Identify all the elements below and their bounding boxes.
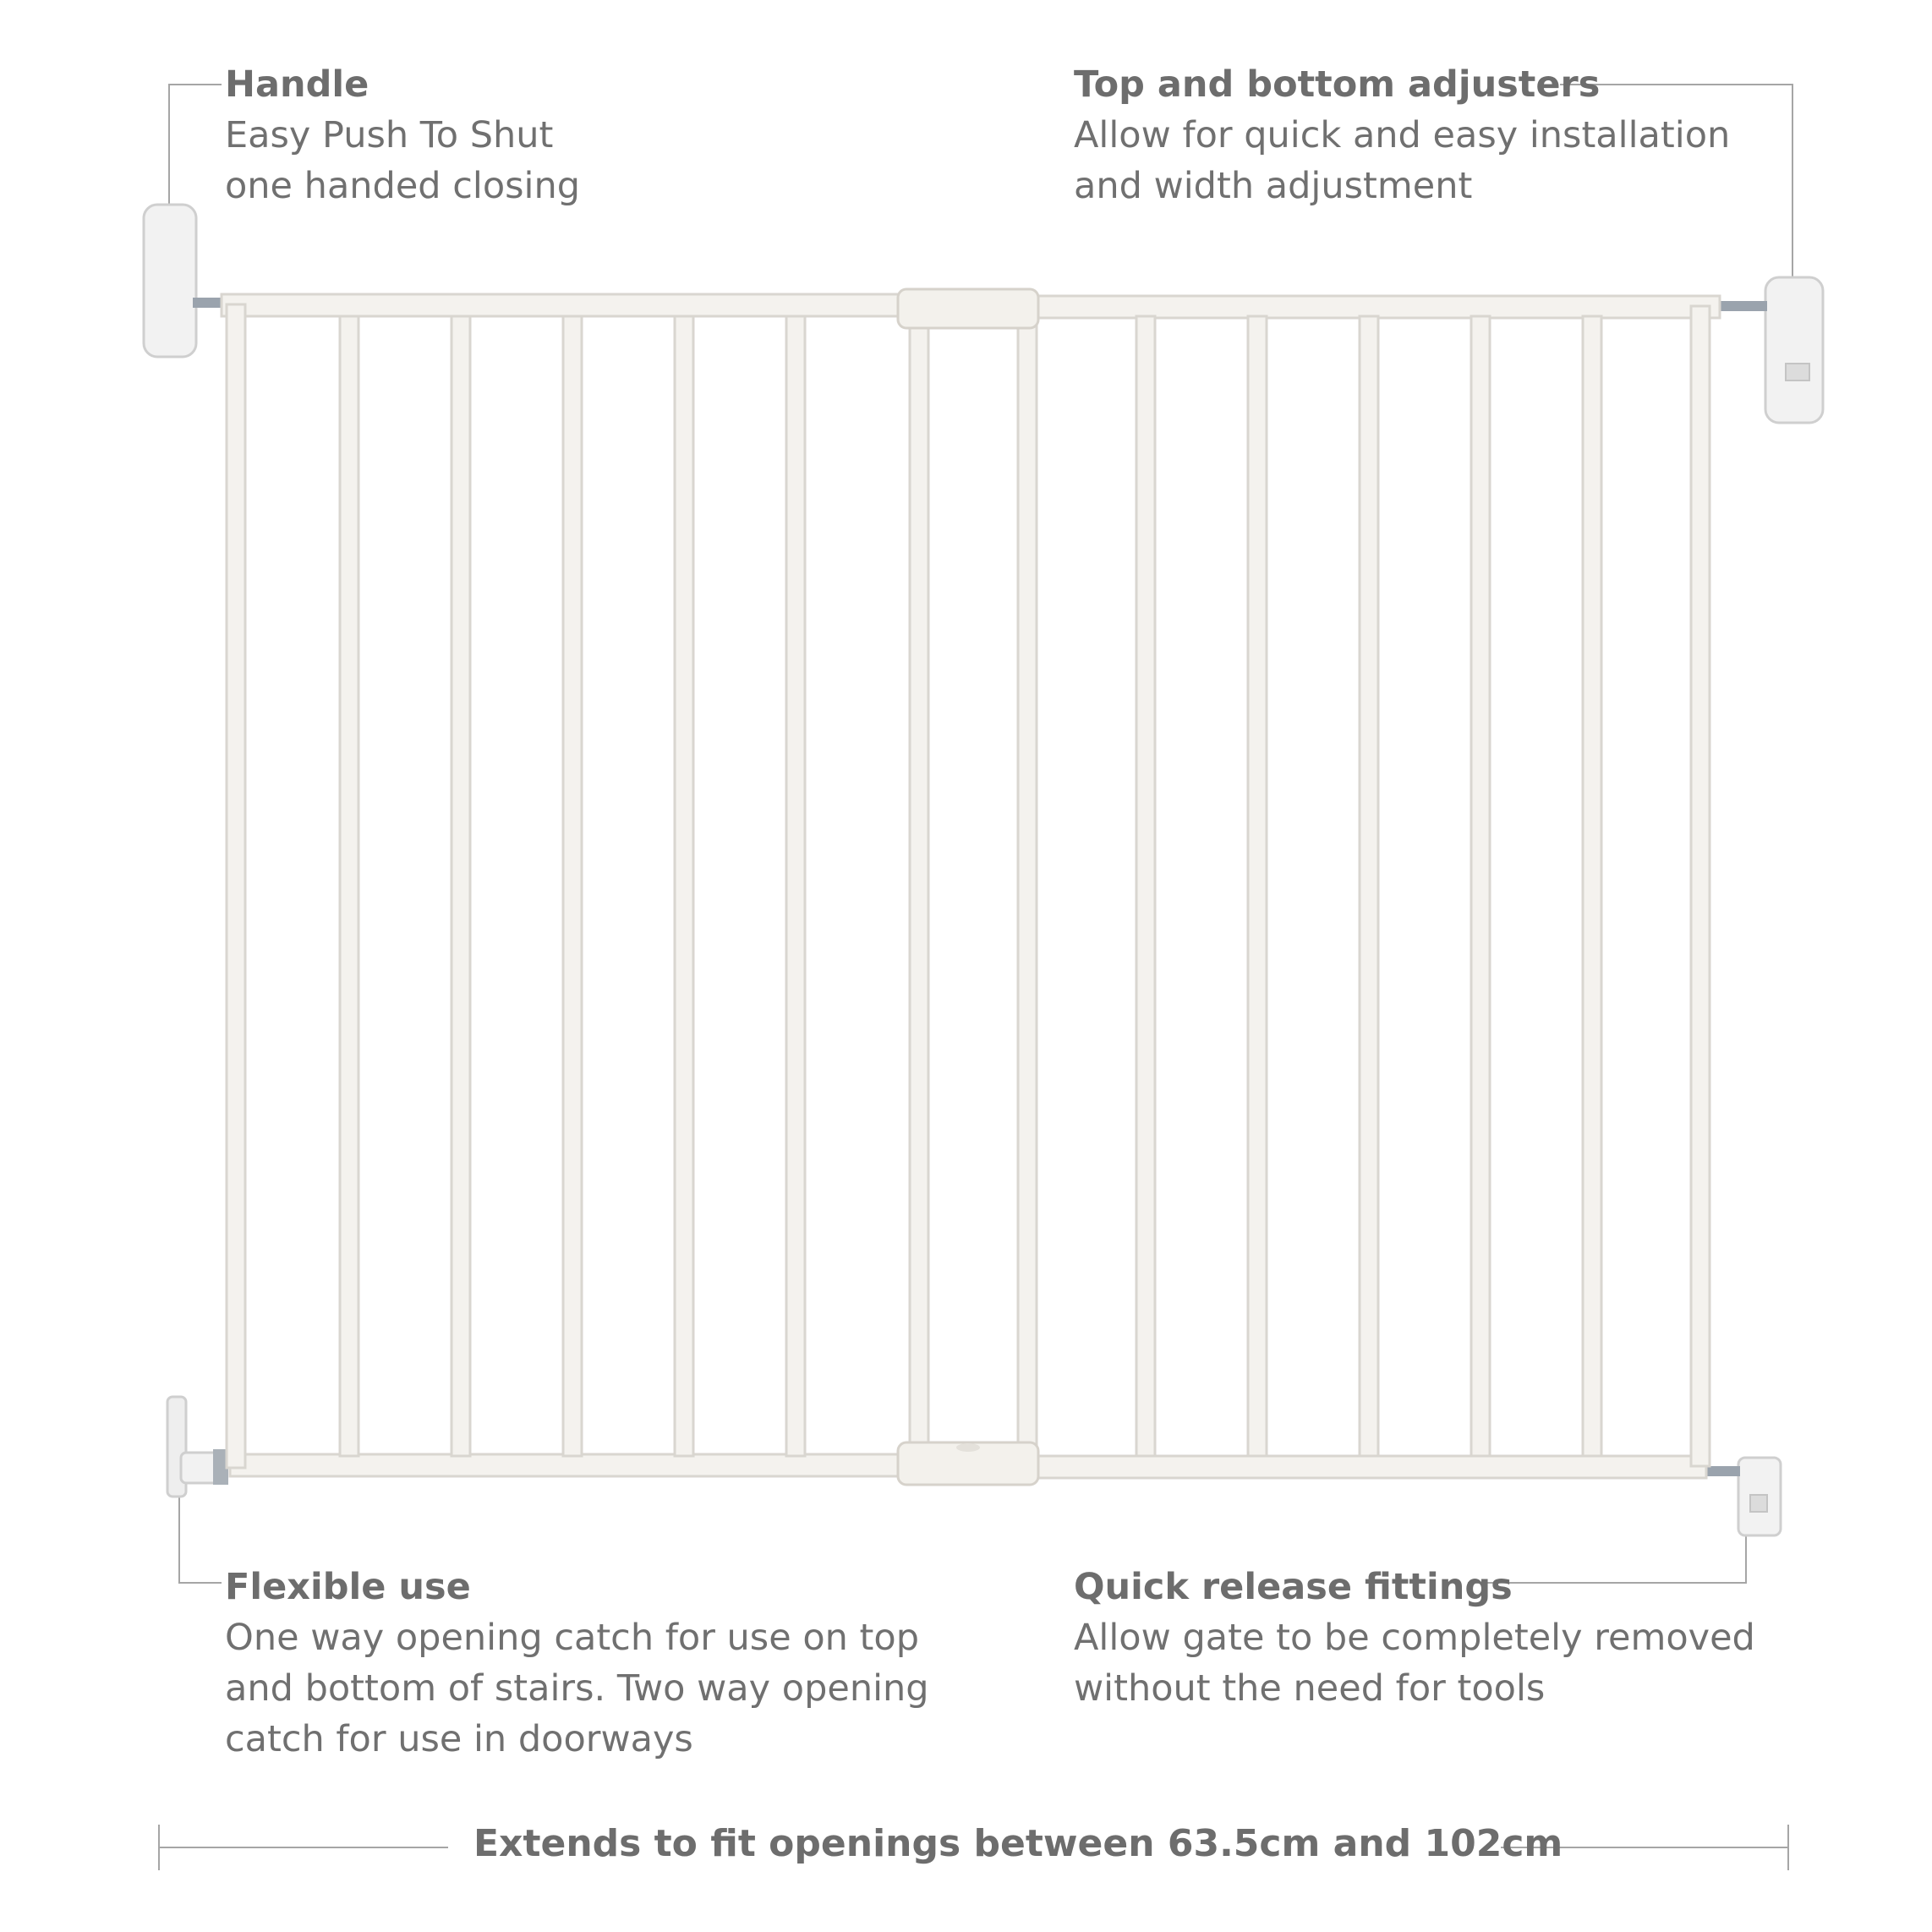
top-left-wall-cup <box>144 205 196 357</box>
handle-title: Handle <box>225 63 369 106</box>
handle-leader-line <box>169 85 222 208</box>
quick-release-line-1: Allow gate to be completely removed <box>1074 1617 1755 1659</box>
top-left-threaded-rod <box>193 298 223 308</box>
gate-frame <box>222 294 1720 1478</box>
gate-bar <box>910 316 928 1456</box>
gate-bar <box>1360 316 1378 1456</box>
bottom-latch-button <box>956 1443 980 1452</box>
bottom-right-adjuster-slot <box>1750 1495 1767 1512</box>
gate-bar <box>786 316 805 1456</box>
handle-line-1: Easy Push To Shut <box>225 114 554 156</box>
left-stile <box>227 304 245 1468</box>
bottom-rail-left <box>230 1454 905 1476</box>
top-right-wall-cup <box>1765 277 1823 423</box>
flexible-line-2: and bottom of stairs. Two way opening <box>225 1667 929 1710</box>
wall-fittings <box>144 205 1823 1535</box>
gate-bar <box>563 316 582 1456</box>
quick-release-callout <box>1074 1562 1755 1714</box>
top-right-adjuster-slot <box>1786 364 1809 380</box>
flexible-line-3: catch for use in doorways <box>225 1718 693 1760</box>
gate-bar <box>1583 316 1601 1456</box>
gate-bar <box>1136 316 1155 1456</box>
handle-callout <box>225 59 580 211</box>
flexible-line-1: One way opening catch for use on top <box>225 1617 920 1659</box>
adjusters-line-1: Allow for quick and easy installation <box>1074 114 1731 156</box>
top-rail-right <box>1038 296 1720 318</box>
flexible-callout <box>225 1562 929 1765</box>
flexible-leader-line <box>179 1497 222 1583</box>
adjusters-title: Top and bottom adjusters <box>1074 63 1601 106</box>
dimension-label: Extends to fit openings between 63.5cm and 102cm <box>473 1822 1563 1865</box>
gate-bar <box>1248 316 1267 1456</box>
top-right-threaded-rod <box>1716 301 1767 311</box>
adjusters-line-2: and width adjustment <box>1074 165 1473 207</box>
right-stile <box>1691 306 1710 1466</box>
top-rail-left <box>222 294 905 316</box>
gate-bar <box>1018 316 1037 1456</box>
quick-release-line-2: without the need for tools <box>1074 1667 1546 1710</box>
gate-bar <box>452 316 470 1456</box>
quick-release-title: Quick release fittings <box>1074 1566 1513 1608</box>
bottom-rail-right <box>1038 1456 1706 1478</box>
gate-bar <box>675 316 693 1456</box>
handle-line-2: one handed closing <box>225 165 581 207</box>
gate-bar <box>340 316 358 1456</box>
flexible-title: Flexible use <box>225 1566 471 1608</box>
gate-bar <box>1471 316 1490 1456</box>
adjusters-callout <box>1074 59 1730 211</box>
top-latch <box>898 289 1038 328</box>
